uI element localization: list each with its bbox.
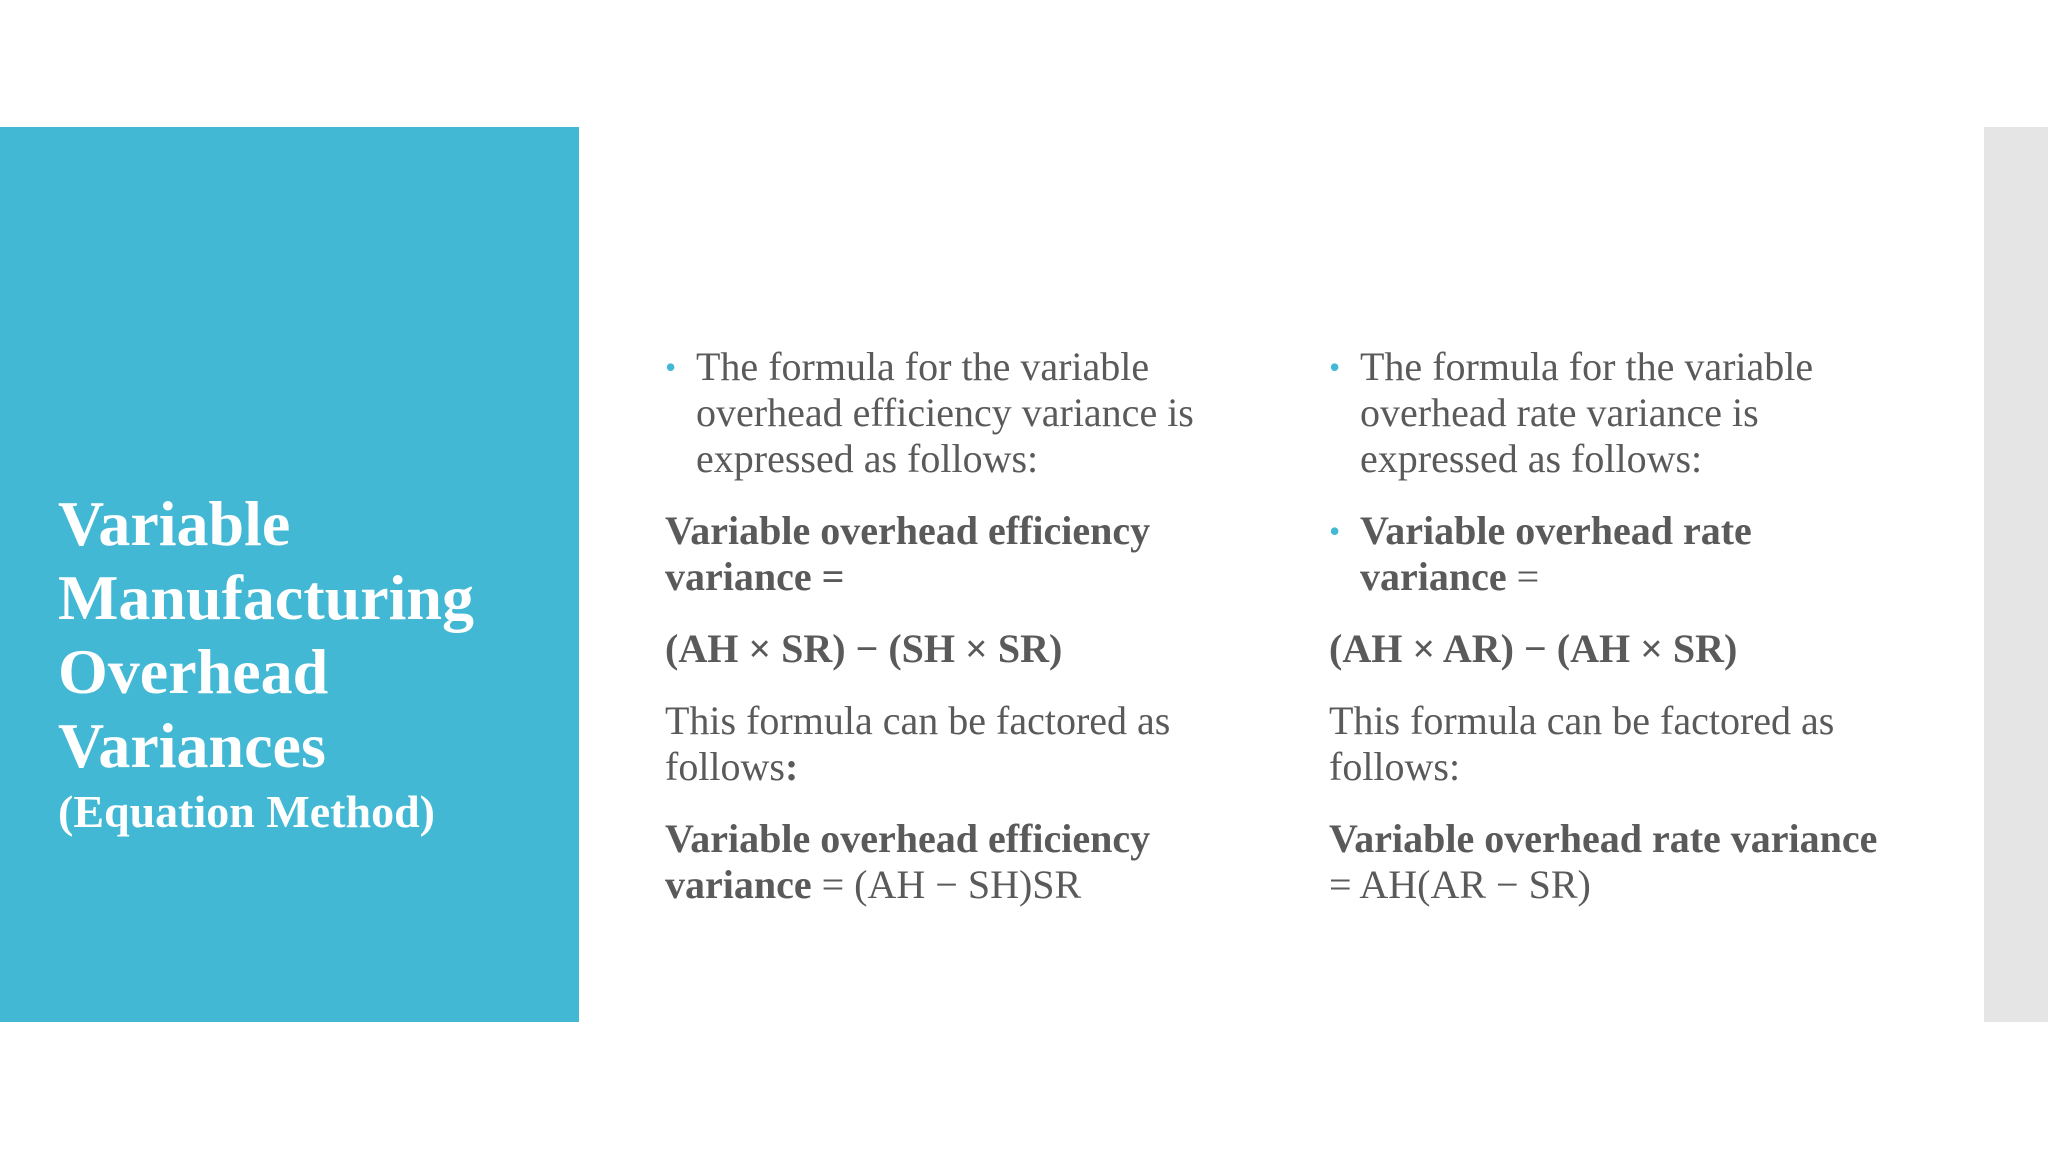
rate-factored-formula [1329,816,1889,908]
rate-formula [1329,626,1889,672]
rate-formula-label-bullet [1329,508,1889,600]
rate-formula-label: Variable overhead rate variance [1360,508,1752,599]
efficiency-variance-column [665,344,1225,934]
rate-factored-expression: = AH(AR − SR) [1329,862,1591,907]
efficiency-factor-colon: : [785,744,799,789]
rate-factor-text: This formula can be factored as follows: [1329,698,1835,789]
rate-formula-text: (AH × AR) − (AH × SR) [1329,626,1738,671]
efficiency-intro-text: The formula for the variable overhead efficiency variance is expressed as follows: [696,344,1194,481]
bullet-icon: • [665,349,677,385]
efficiency-factored-formula [665,816,1225,908]
efficiency-formula-text: (AH × SR) − (SH × SR) [665,626,1063,671]
bullet-icon: • [1329,349,1341,385]
bullet-icon: • [1329,513,1341,549]
efficiency-formula [665,626,1225,672]
rate-intro-bullet [1329,344,1889,482]
title-subtitle: (Equation Method) [58,786,435,837]
efficiency-factor-text [665,698,1225,790]
efficiency-formula-label: Variable overhead efficiency variance = [665,508,1151,599]
right-decorative-strip [1984,127,2048,1022]
efficiency-factored-expression: = (AH − SH)SR [811,862,1082,907]
title-main: Variable Manufacturing Overhead Variances [58,488,474,781]
efficiency-factor-sentence: This formula can be factored as follows [665,698,1171,789]
efficiency-factored-label: Variable overhead efficiency variance [665,816,1151,907]
rate-formula-equals: = [1506,554,1540,599]
rate-factored-label: Variable overhead rate variance [1329,816,1878,861]
efficiency-intro-bullet [665,344,1225,482]
rate-variance-column [1329,344,1889,934]
rate-intro-text: The formula for the variable overhead rate variance is expressed as follows: [1360,344,1814,481]
slide-title [58,487,558,841]
title-panel [0,127,579,1022]
